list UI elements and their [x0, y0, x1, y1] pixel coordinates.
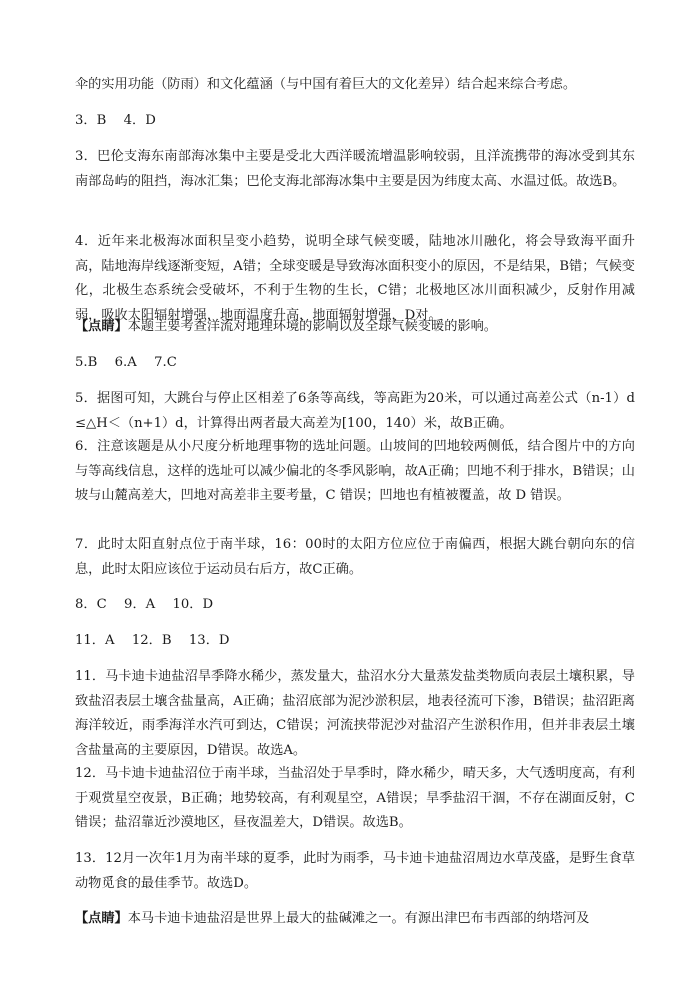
note-text: 本马卡迪卡迪盐沼是世界上最大的盐碱滩之一。有源出津巴布韦西部的纳塔河及 — [127, 911, 590, 926]
answer-line-5-7: 5.B 6.A 7.C — [75, 355, 177, 370]
note-label: 【点睛】 — [75, 911, 128, 926]
explanation-q6: 6．注意该题是从小尺度分析地理事物的选址问题。山坡间的凹地较两侧低，结合图片中的方向与等高线信息，这样的选址可以减少偏北的冬季风影响，故A正确；凹地不利于排水，B错误；山坡与山麓高差大，凹地对高差非主要考量，C 错误；凹地也有植被覆盖，故 D 错误。 — [75, 439, 635, 503]
explanation-q13: 13．12月一次年1月为南半球的夏季，此时为雨季，马卡迪卡迪盐沼周边水草茂盛，是野生食草动物觅食的最佳季节。故选D。 — [75, 851, 635, 891]
paragraph-umbrella-summary: 伞的实用功能（防雨）和文化蕴涵（与中国有着巨大的文化差异）结合起来综合考虑。 — [75, 77, 577, 92]
explanation-q3: 3．巴伦支海东南部海冰集中主要是受北大西洋暖流增温影响较弱，且洋流携带的海冰受到其东南部岛屿的阻挡，海冰汇集；巴伦支海北部海冰集中主要是因为纬度太高、水温过低。故选B。 — [75, 149, 635, 189]
note-label: 【点睛】 — [75, 319, 128, 334]
explanation-q7: 7．此时太阳直射点位于南半球，16：00时的太阳方位应位于南偏西，根据大跳台朝向东的信息，此时太阳应该位于运动员右后方，故C正确。 — [75, 537, 635, 577]
note-text: 本题主要考查洋流对地理环境的影响以及全球气候变暖的影响。 — [127, 319, 497, 334]
explanation-q12: 12．马卡迪卡迪盐沼位于南半球，当盐沼处于旱季时，降水稀少，晴天多，大气透明度高，有利于观赏星空夜景，B正确；地势较高，有利观星空，A错误；旱季盐沼干涸，不存在湖面反射，C错误；盐沼靠近沙漠地区，昼夜温差大，D错误。故选B。 — [75, 766, 635, 830]
explanation-q5: 5．据图可知，大跳台与停止区相差了6条等高线，等高距为20米，可以通过高差公式（n-1）d≤△H＜（n+1）d，计算得出两者最大高差为[100，140）米，故B正确。 — [75, 391, 635, 431]
explanation-q4: 4．近年来北极海冰面积呈变小趋势，说明全球气候变暖，陆地冰川融化，将会导致海平面升高，陆地海岸线逐渐变短，A错；全球变暖是导致海冰面积变小的原因，不是结果，B错；气候变化，北极生态系统会受破坏，不利于生物的生长，C错；北极地区冰川面积减少，反射作用减弱，吸收太阳辐射增强，地面温度升高，地面辐射增强，D对。 — [75, 234, 635, 323]
note-paragraph-2 — [75, 907, 635, 932]
explanation-q11: 11．马卡迪卡迪盐沼旱季降水稀少，蒸发量大，盐沼水分大量蒸发盐类物质向表层土壤积累，导致盐沼表层土壤含盐量高，A正确；盐沼底部为泥沙淤积层，地表径流可下渗，B错误；盐沼距离海洋较近，雨季海洋水汽可到达，C错误；河流挟带泥沙对盐沼产生淤积作用，但并非表层土壤含盐量高的主要原因，D错误。故选A。 — [75, 669, 635, 758]
note-paragraph-1 — [75, 315, 635, 340]
answer-line-8-10: 8．C 9．A 10．D — [75, 597, 214, 612]
answer-line-11-13: 11．A 12．B 13．D — [75, 633, 230, 648]
answer-line-3-4: 3．B 4．D — [75, 113, 156, 128]
